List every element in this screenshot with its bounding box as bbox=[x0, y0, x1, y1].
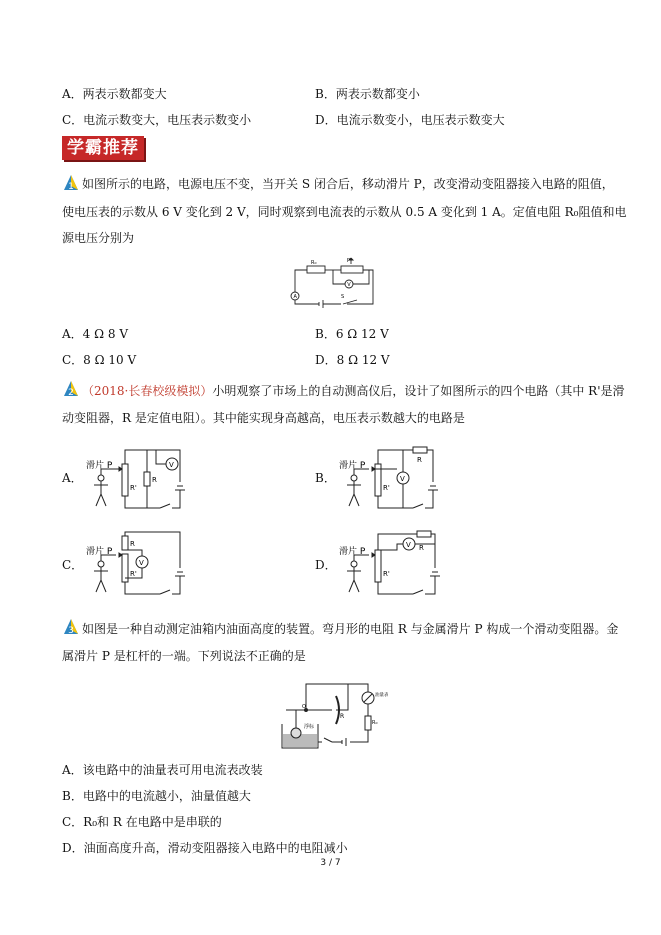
q1-option-b: B．6 Ω 12 V bbox=[315, 327, 389, 341]
svg-text:R': R' bbox=[383, 484, 390, 492]
prev-option-d: D．电流示数变小，电压表示数变大 bbox=[315, 113, 505, 127]
q2-option-d-letter: D． bbox=[315, 558, 337, 572]
svg-text:R: R bbox=[419, 544, 424, 552]
svg-text:R: R bbox=[340, 713, 345, 720]
svg-text:R₀: R₀ bbox=[311, 260, 317, 266]
svg-text:1: 1 bbox=[68, 182, 74, 192]
q3-option-d: D．油面高度升高，滑动变阻器接入电路中的电阻减小 bbox=[62, 841, 348, 855]
svg-text:滑片 P: 滑片 P bbox=[86, 547, 113, 557]
q2-figure-d bbox=[337, 528, 445, 600]
q2-source: （2018·长春校级模拟） bbox=[82, 384, 213, 398]
q2-stem-line2: 动变阻器，R 是定值电阻）。其中能实现身高越高，电压表示数越大的电路是 bbox=[62, 411, 465, 425]
q3-oil-tank-figure bbox=[276, 676, 388, 752]
prev-option-a: A．两表示数都变大 bbox=[62, 87, 167, 101]
svg-text:A: A bbox=[293, 294, 297, 300]
prev-option-b: B．两表示数都变小 bbox=[315, 87, 420, 101]
q2-option-c-letter: C． bbox=[62, 558, 84, 572]
q1-option-a: A．4 Ω 8 V bbox=[62, 327, 128, 341]
q2-figure-b bbox=[337, 442, 445, 514]
q3-option-c: C．R₀和 R 在电路中是串联的 bbox=[62, 815, 222, 829]
q1-stem-line1: 如图所示的电路，电源电压不变，当开关 S 闭合后，移动滑片 P，改变滑动变阻器接入电路的阻值， bbox=[82, 177, 614, 191]
q3-option-b: B．电路中的电流越小，油量值越大 bbox=[62, 789, 251, 803]
svg-text:滑片 P: 滑片 P bbox=[339, 461, 366, 471]
q3-stem-line2: 属滑片 P 是杠杆的一端。下列说法不正确的是 bbox=[62, 649, 306, 663]
svg-text:R: R bbox=[130, 540, 135, 548]
svg-text:R: R bbox=[417, 456, 422, 464]
question-number-icon bbox=[62, 174, 80, 192]
svg-text:滑片 P: 滑片 P bbox=[339, 547, 366, 557]
svg-text:V: V bbox=[400, 475, 405, 483]
prev-option-c: C．电流示数变大，电压表示数变小 bbox=[62, 113, 252, 127]
svg-text:R': R' bbox=[130, 570, 137, 578]
q2-stem-line1: （2018·长春校级模拟）小明观察了市场上的自动测高仪后，设计了如图所示的四个电路（其中 R'是滑 bbox=[82, 384, 625, 398]
q1-stem-line3: 源电压分别为 bbox=[62, 231, 135, 245]
svg-text:R₀: R₀ bbox=[372, 720, 378, 726]
q2-option-a-letter: A． bbox=[62, 471, 83, 485]
svg-text:油量表: 油量表 bbox=[375, 693, 388, 698]
svg-text:V: V bbox=[406, 541, 411, 549]
q2-figure-c bbox=[84, 528, 192, 600]
svg-text:R': R' bbox=[130, 484, 137, 492]
svg-text:R': R' bbox=[383, 570, 390, 578]
svg-text:R: R bbox=[152, 476, 157, 484]
svg-text:P: P bbox=[347, 258, 351, 264]
q2-option-b-letter: B． bbox=[315, 471, 336, 485]
svg-text:S: S bbox=[341, 294, 345, 300]
svg-text:浮标: 浮标 bbox=[304, 724, 315, 730]
svg-text:2: 2 bbox=[68, 388, 74, 398]
svg-text:O: O bbox=[302, 704, 306, 710]
recommend-badge: 学霸推荐 bbox=[62, 136, 144, 160]
q3-option-a: A．该电路中的油量表可用电流表改装 bbox=[62, 763, 263, 777]
q3-stem-line1: 如图是一种自动测定油箱内油面高度的装置。弯月形的电阻 R 与金属滑片 P 构成一个滑动变阻器。金 bbox=[82, 622, 619, 636]
q1-option-d: D．8 Ω 12 V bbox=[315, 353, 390, 367]
q1-stem-line2: 使电压表的示数从 6 V 变化到 2 V，同时观察到电流表的示数从 0.5 A 变化到 1 A。定值电阻 R₀阻值和电 bbox=[62, 205, 627, 219]
q1-option-c: C．8 Ω 10 V bbox=[62, 353, 137, 367]
svg-text:V: V bbox=[139, 559, 144, 567]
question-number-icon bbox=[62, 618, 80, 636]
q2-figure-a bbox=[84, 442, 192, 514]
q1-circuit-figure bbox=[283, 252, 383, 314]
svg-text:V: V bbox=[169, 461, 174, 469]
svg-text:V: V bbox=[347, 282, 351, 288]
page-number: 3 / 7 bbox=[320, 858, 341, 868]
question-number-icon bbox=[62, 380, 80, 398]
svg-text:滑片 P: 滑片 P bbox=[86, 461, 113, 471]
svg-text:3: 3 bbox=[68, 626, 74, 636]
